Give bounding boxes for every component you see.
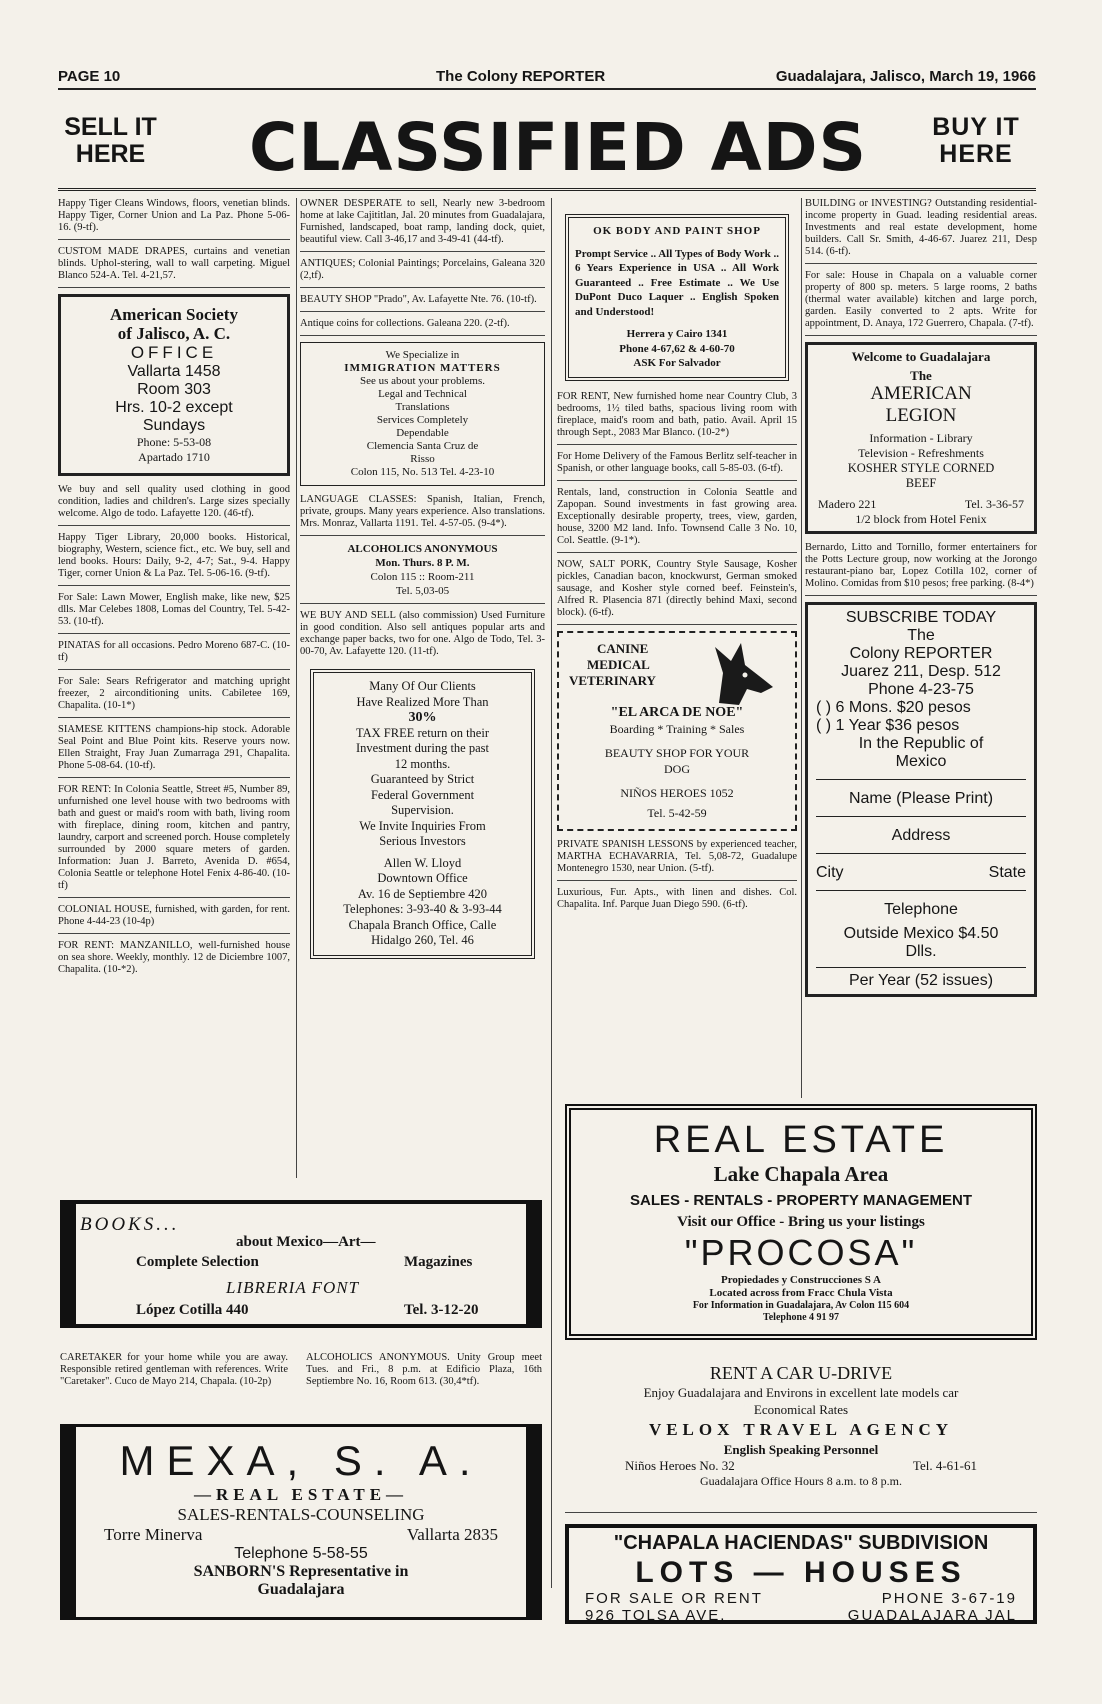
lloyd-line: Many Of Our Clients: [369, 679, 476, 693]
amsoc-office: OFFICE: [130, 343, 218, 362]
velox-agency: VELOX TRAVEL AGENCY: [648, 1420, 954, 1439]
haciendas-address: 926 TOLSA AVE.: [585, 1607, 727, 1624]
lloyd-line: Guaranteed by Strict: [370, 772, 475, 786]
lloyd-line: We Invite Inquiries From: [359, 818, 486, 833]
legion-phone: Tel. 3-36-57: [964, 497, 1024, 511]
books-store: LIBRERIA FONT: [226, 1278, 360, 1297]
okbody-phone: Phone 4-67,62 & 4-60-70: [619, 342, 735, 355]
haciendas-sale: FOR SALE OR RENT: [585, 1590, 763, 1607]
procosa-phone: Telephone 4 91 97: [762, 1312, 840, 1323]
velox-title: RENT A CAR U-DRIVE: [709, 1363, 893, 1383]
amsoc-apartado: Apartado 1710: [138, 450, 210, 464]
lloyd-percent: 30%: [408, 710, 437, 725]
vet-line: MEDICAL: [587, 656, 650, 672]
mexa-phone: Telephone 5-58-55: [234, 1545, 368, 1562]
procosa-ad: [565, 1104, 1037, 1340]
classified-clothing: We buy and sell quality used clothing in good condition, ladies and children's. Large sizes specially welcome. Algo de todo. Lafayette 120. (46-tf).: [58, 484, 290, 526]
classified-luxurious-apts: Luxurious, Fur. Apts., with linen and dishes. Col. Chapalita. Inf. Parque Juan Diego 590. (6-tf).: [557, 886, 797, 910]
legion-line: KOSHER STYLE CORNED: [847, 461, 995, 475]
legion-welcome: Welcome to Guadalajara: [851, 349, 991, 364]
legion-line: The: [910, 368, 932, 383]
legion-line: Information - Library: [869, 431, 973, 445]
aa-phone: Tel. 5,03-05: [395, 585, 450, 597]
haciendas-title: "CHAPALA HACIENDAS" SUBDIVISION: [613, 1532, 989, 1554]
velox-personnel: English Speaking Personnel: [723, 1442, 879, 1457]
immig-line: See us about your problems.: [360, 375, 485, 387]
classified-happy-tiger: Happy Tiger Cleans Windows, floors, venetian blinds. Happy Tiger, Corner Union and La Paz. Phone 5-06-16. (9-tf).: [58, 198, 290, 240]
vet-line: BEAUTY SHOP FOR YOUR: [604, 745, 750, 760]
mexa-building: Torre Minerva: [104, 1525, 203, 1544]
chapala-haciendas-ad: [565, 1524, 1037, 1624]
sub-outside-price: Outside Mexico $4.50: [843, 925, 999, 942]
vet-line: CANINE: [597, 640, 649, 656]
page-number: PAGE 10: [58, 68, 121, 85]
aa-time: Mon. Thurs. 8 P. M.: [375, 557, 470, 569]
sub-option-1-year[interactable]: ( ) 1 Year $36 pesos: [816, 717, 960, 734]
classified-owner-desperate: OWNER DESPERATE to sell, Nearly new 3-bedroom home at lake Cajititlan, Jal. 20 minutes from Guadalajara, Furnished, landscaped, boat ramp, landing dock, quiet, beautiful view. Call 3-46,17 and 3-49-41 (44-tf).: [300, 198, 545, 252]
lloyd-line: Investment during the past: [356, 741, 489, 755]
procosa-services: SALES - RENTALS - PROPERTY MANAGEMENT: [630, 1192, 972, 1209]
okbody-body: Prompt Service .. All Types of Body Work .. 6 Years Experience in USA .. All Work Guaranteed .. Free Estimate .. We Use DuPont Duco Laquer .. English Spoken and Understood!: [575, 247, 779, 318]
haciendas-city: GUADALAJARA JAL: [847, 1607, 1017, 1624]
classified-mower: For Sale: Lawn Mower, English make, like new, $25 dlls. Mar Celebes 1808, Lomas del Country, Tel. 5-42-53. (10-tf).: [58, 592, 290, 634]
okbody-contact: ASK For Salvador: [633, 357, 721, 369]
classified-chapala-house: For sale: House in Chapala on a valuable corner property of 800 sp. meters. 5 large rooms, 2 baths (thermal water available) kitchen and large porch, garden. Easily converted to 2 apts. Write for appointment, D. Anaya, 172 Guerrero, Chapala. (7-tf).: [805, 270, 1037, 336]
classified-colonial-house: COLONIAL HOUSE, furnished, with garden, for rent. Phone 4-44-23 (10-4p): [58, 904, 290, 934]
lloyd-line: TAX FREE return on their: [355, 725, 489, 740]
books-title: BOOKS...: [80, 1214, 180, 1235]
immig-line: Clemencia Santa Cruz de: [366, 440, 479, 452]
classified-coins: Antique coins for collections. Galeana 220. (2-tf).: [300, 318, 545, 336]
velox-rates: Economical Rates: [753, 1402, 849, 1417]
classified-berlitz: For Home Delivery of the Famous Berlitz self-teacher in Spanish, or other language books, call 5-85-03. (6-tf).: [557, 451, 797, 481]
immigration-ad: [300, 342, 545, 486]
sub-paper: Colony REPORTER: [849, 645, 993, 662]
sub-name-field[interactable]: Name (Please Print): [816, 790, 1026, 817]
lloyd-line: Av. 16 de Septiembre 420: [357, 886, 488, 901]
amsoc-name-2: of Jalisco, A. C.: [117, 324, 231, 343]
immig-line: Risso: [410, 453, 435, 465]
classified-building: BUILDING or INVESTING? Outstanding residential-income property in Guad. leading residential areas. Investments and real estate development, home builders. Call Sr. Smith, 4-46-67. Juarez 211, Desp 514. (6-tf).: [805, 198, 1037, 264]
classified-we-buy: WE BUY AND SELL (also commission) Used Furniture in good condition. Also sell antiques popular arts and exchange paper backs, two for one. Algo de Todo, Tel. 3-00-70, Av. Lafayette 120. (11-tf).: [300, 610, 545, 657]
buy-it-label: BUY IT HERE: [932, 113, 1020, 168]
classified-for-rent-country-club: FOR RENT, New furnished home near Country Club, 3 bedrooms, 1½ tiled baths, spacious living room with fireplace, maid's room and bath, patio. Avail. April 15 through Sept., 2083 Mar Blanco. (10-2*): [557, 391, 797, 445]
haciendas-phone: PHONE 3-67-19: [881, 1590, 1017, 1607]
classified-salt-pork: NOW, SALT PORK, Country Style Sausage, Kosher pickles, Canadian bacon, knockwurst, German smoked sausage, and Kosher style corned beef. Feinstein's, Alfred R. Plasencia 871 (directly behind Maxi, second block). (6-tf).: [557, 559, 797, 625]
dateline: Guadalajara, Jalisco, March 19, 1966: [775, 68, 1036, 85]
american-society-ad: [58, 294, 290, 476]
page-header: [58, 66, 1036, 90]
dog-head-icon: [701, 639, 777, 709]
velox-hours: Guadalajara Office Hours 8 a.m. to 8 p.m.: [699, 1474, 903, 1488]
amsoc-address: Vallarta 1458: [127, 363, 221, 380]
immig-line: Dependable: [396, 427, 449, 439]
amsoc-hours-2: Sundays: [142, 417, 206, 434]
haciendas-lots-houses: LOTS — HOUSES: [635, 1556, 967, 1589]
sub-city-field[interactable]: City: [816, 864, 844, 881]
classified-sears: For Sale: Sears Refrigerator and matching upright freezer, 2 airconditioning units. Cabiletee 169, Chapalita. (10-1*): [58, 676, 290, 718]
column-rule: [801, 198, 802, 1098]
immig-line: We Specialize in: [385, 349, 460, 361]
mexa-subtitle: —REAL ESTATE—: [193, 1485, 409, 1504]
amsoc-hours: Hrs. 10-2 except: [115, 399, 233, 416]
lloyd-line: Federal Government: [370, 787, 475, 802]
veterinary-ad: [557, 631, 797, 831]
classified-bernardo: Bernardo, Litto and Tornillo, former entertainers for the Potts Lecture group, now working at the Jorongo restaurant-piano bar, Lopez Cotilla 102, corner of Molino. Comidas from $10 pesos; free parking. (8-4*): [805, 542, 1037, 596]
books-ad: [60, 1200, 542, 1328]
sub-state-field[interactable]: State: [988, 864, 1026, 881]
column-1: [58, 198, 290, 987]
lloyd-ad: [310, 669, 535, 959]
books-selection: Complete Selection: [136, 1254, 259, 1270]
mexa-title: MEXA, S. A.: [119, 1437, 483, 1484]
lloyd-name: Allen W. Lloyd: [383, 855, 462, 870]
sub-phone: Phone 4-23-75: [868, 681, 974, 698]
books-magazines: Magazines: [404, 1254, 473, 1270]
amsoc-room: Room 303: [137, 381, 211, 398]
mexa-ad: [60, 1424, 542, 1620]
aa-title: ALCOHOLICS ANONYMOUS: [347, 543, 498, 555]
sub-line: In the Republic of: [858, 735, 984, 752]
paper-name: The Colony REPORTER: [436, 68, 606, 85]
lloyd-line: Downtown Office: [377, 871, 468, 885]
lloyd-line: Supervision.: [391, 803, 454, 817]
velox-phone: Tel. 4-61-61: [912, 1458, 977, 1473]
velox-tagline: Enjoy Guadalajara and Environs in excellent late models car: [643, 1385, 959, 1400]
column-rule: [551, 198, 552, 1588]
immig-line: Translations: [395, 401, 450, 413]
classified-pinatas: PINATAS for all occasions. Pedro Moreno 687-C. (10-tf): [58, 640, 290, 670]
legion-line: BEEF: [905, 476, 937, 490]
vet-phone: Tel. 5-42-59: [647, 805, 707, 820]
immig-line: Services Completely: [376, 414, 469, 426]
legion-title-2: LEGION: [885, 405, 957, 426]
mexa-sanborns: SANBORN'S Representative in: [193, 1563, 409, 1580]
amsoc-phone: Phone: 5-53-08: [136, 435, 212, 449]
lloyd-line: Hidalgo 260, Tel. 46: [371, 933, 474, 947]
procosa-company: Propiedades y Construcciones S A: [721, 1274, 881, 1286]
classified-manzanillo: FOR RENT: MANZANILLO, well-furnished house on sea shore. Weekly, monthly. 12 de Diciembre 1007, Chapalita. (10-*2).: [58, 940, 290, 975]
vet-services: Boarding * Training * Sales: [609, 721, 745, 736]
classified-library: Happy Tiger Library, 20,000 books. Historical, biography, Western, science fict., etc. We buy, sell and lend books. Hours: Daily, 9-2, 4-7; Sat., 9-4. Happy Tiger, corner Union & La Paz. Tel. 5-06-16. (9-tf).: [58, 532, 290, 586]
procosa-real-estate: REAL ESTATE: [653, 1119, 949, 1161]
procosa-info: For Information in Guadalajara, Av Colon 115 604: [692, 1300, 910, 1311]
immig-title: IMMIGRATION MATTERS: [344, 362, 501, 374]
classified-banner: [58, 108, 1036, 191]
legion-location: 1/2 block from Hotel Fenix: [855, 512, 987, 526]
sell-it-label: SELL IT HERE: [64, 113, 157, 168]
vet-address: NIÑOS HEROES 1052: [620, 785, 734, 800]
column-2: [300, 198, 545, 965]
lloyd-phones: Telephones: 3-93-40 & 3-93-44: [343, 902, 502, 916]
legion-title: AMERICAN: [870, 383, 972, 404]
ok-body-shop-ad: [565, 214, 789, 381]
classified-siamese: SIAMESE KITTENS champions-hip stock. Adorable Seal Point and Blue Point kits. Reserve yours now. Ellen Straight, Fray Juan Zumarraga 291, Chapalita. Phone 5-08-64. (10-tf).: [58, 724, 290, 778]
lloyd-line: 12 months.: [394, 756, 451, 771]
classified-aa-unity: ALCOHOLICS ANONYMOUS. Unity Group meet Tues. and Fri., 8 p.m. at Edificio Plaza, 16th Septiembre No. 16, Room 613. (30,4*tf).: [306, 1352, 542, 1387]
legion-address: Madero 221: [818, 497, 877, 511]
procosa-visit: Visit our Office - Bring us your listings: [677, 1214, 925, 1230]
procosa-location: Located across from Fracc Chula Vista: [709, 1287, 893, 1299]
american-legion-ad: [805, 342, 1037, 534]
procosa-area: Lake Chapala Area: [713, 1162, 889, 1186]
books-phone: Tel. 3-12-20: [404, 1302, 479, 1318]
books-topic: about Mexico—Art—: [236, 1234, 376, 1250]
velox-address: Niños Heroes No. 32: [625, 1458, 735, 1473]
okbody-title: OK BODY AND PAINT SHOP: [593, 225, 761, 237]
column-3: [557, 198, 797, 922]
classified-beauty-shop: BEAUTY SHOP "Prado", Av. Lafayette Nte. 76. (10-tf).: [300, 294, 545, 312]
amsoc-name: American Society: [110, 305, 238, 324]
sub-per-year: Per Year (52 issues): [848, 972, 994, 989]
immig-line: Legal and Technical: [378, 388, 467, 400]
vet-line: VETERINARY: [569, 672, 656, 688]
subscribe-ad: [805, 602, 1037, 997]
classified-spanish-lessons: PRIVATE SPANISH LESSONS by experienced teacher, MARTHA ECHAVARRIA, Tel. 5,08-72, Guadalupe Montenegro 1530, near Union. (5-tf).: [557, 839, 797, 881]
vet-line: DOG: [664, 761, 690, 776]
sub-address: Juarez 211, Desp. 512: [841, 663, 1001, 680]
mexa-address: Vallarta 2835: [406, 1525, 498, 1544]
sub-telephone-field[interactable]: Telephone: [884, 901, 958, 918]
classified-rentals-seattle: Rentals, land, construction in Colonia Seattle and Zapopan. Sound investments in fast growing area. Exceptionally desirable property, trees, view, garden, house, 3200 M2 land. Info. Townsend Calle 3 No. 10, Col. Seattle. (9-1*).: [557, 487, 797, 553]
velox-ad: [565, 1362, 1037, 1513]
aa-address: Colon 115 :: Room-211: [370, 571, 475, 583]
lloyd-line: Chapala Branch Office, Calle: [348, 917, 497, 932]
column-rule: [296, 198, 297, 1178]
classified-antiques: ANTIQUES; Colonial Paintings; Porcelains, Galeana 320 (2,tf).: [300, 258, 545, 288]
lloyd-line: Serious Investors: [379, 834, 466, 848]
sub-option-6-months[interactable]: ( ) 6 Mons. $20 pesos: [816, 699, 971, 716]
classified-for-rent-seattle: FOR RENT: In Colonia Seattle, Street #5, Number 89, unfurnished one level house with two bedrooms with bath and guest or maid's room with bath, living room with fireplace, dining room, kitchen and pantry, laundry, carport and screened porch. House completely surrounded by 2000 square meters of garden. Information: Juan J. Barreto, Avenida D. #654, Colonia Seattle or telephone Hotel Fenix 4-86-40. (10-tf): [58, 784, 290, 898]
books-address: López Cotilla 440: [136, 1302, 249, 1318]
banner-title: CLASSIFIED ADS: [248, 109, 868, 186]
column-4: [805, 198, 1037, 1005]
aa-ad: [300, 542, 545, 604]
mexa-city: Guadalajara: [257, 1581, 345, 1598]
legion-line: Television - Refreshments: [858, 446, 984, 460]
classified-caretaker: CARETAKER for your home while you are away. Responsible retired gentleman with references. Write "Caretaker". Cuco de Mayo 214, Chapala. (10-2p): [60, 1352, 288, 1387]
sub-line: Mexico: [816, 753, 1026, 780]
sub-address-field[interactable]: Address: [816, 827, 1026, 854]
mexa-services: SALES-RENTALS-COUNSELING: [177, 1505, 425, 1524]
okbody-address: Herrera y Cairo 1341: [626, 328, 728, 340]
classified-language: LANGUAGE CLASSES: Spanish, Italian, French, private, groups. Many years experience. Also translations. Mrs. Monraz, Vallarta 1191. Tel. 4-57-05. (9-4*).: [300, 494, 545, 536]
procosa-name: "PROCOSA": [684, 1232, 918, 1273]
sub-line: Dlls.: [816, 943, 1026, 968]
classified-drapes: CUSTOM MADE DRAPES, curtains and venetian blinds. Uphol-stering, wall to wall carpeting. Miguel Blanco 524-A. Tel. 4-21,57.: [58, 246, 290, 288]
lloyd-line: Have Realized More Than: [356, 694, 489, 709]
sub-title: SUBSCRIBE TODAY: [845, 609, 997, 626]
vet-name: "EL ARCA DE NOE": [610, 704, 744, 720]
sub-line: The: [907, 627, 935, 644]
immig-address: Colon 115, No. 513 Tel. 4-23-10: [350, 466, 495, 478]
